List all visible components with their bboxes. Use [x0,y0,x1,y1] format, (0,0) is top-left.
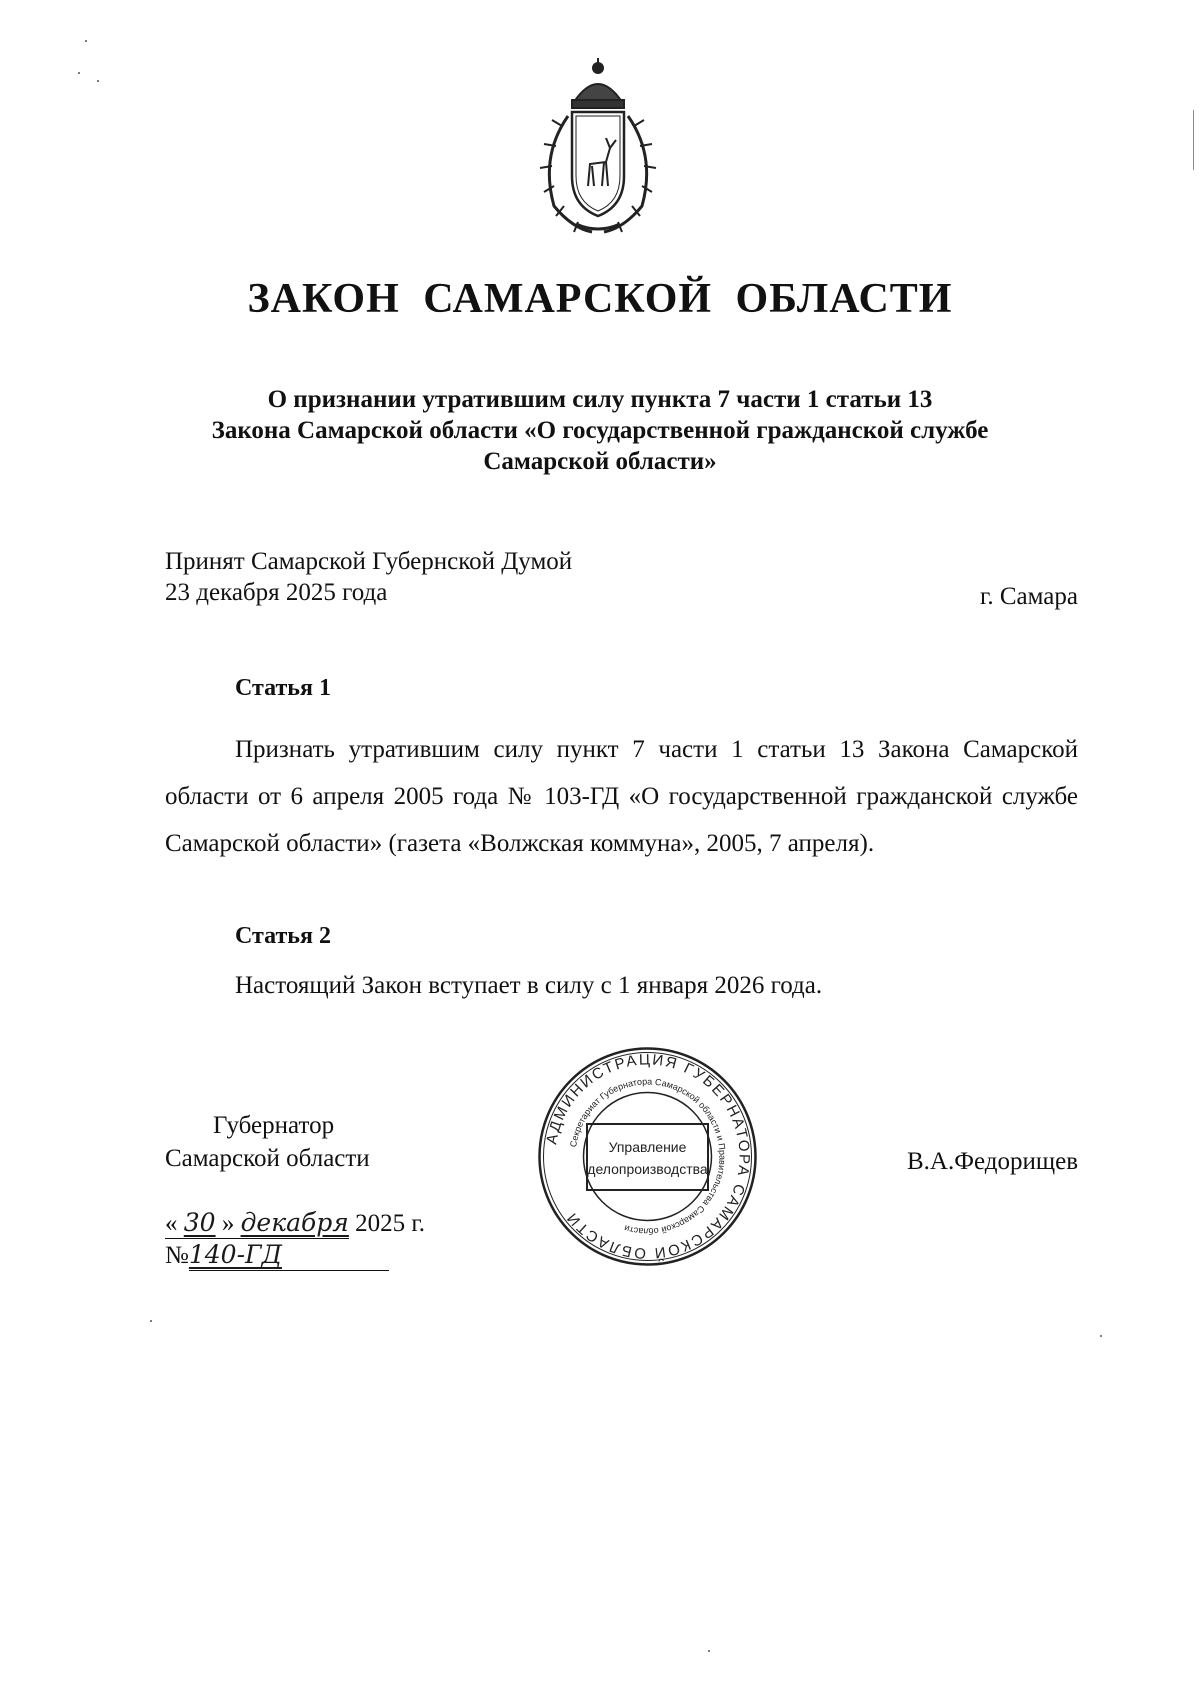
scan-artifact [150,1320,152,1322]
article-1-text: Признать утратившим силу пункт 7 части 1 статьи 13 Закона Самарской области от 6 апреля 2005 года № 103-ГД «О государственной гражданской службе Самарской области» (газета «Волжская коммуна», 2005, 7 апреля). [165,736,1078,857]
adopted-date: 23 декабря 2025 года [165,579,388,606]
scan-artifact [708,1650,710,1652]
stamp-center-line1: Управление [608,1139,687,1155]
handwritten-day: 30 [183,1208,216,1237]
handwritten-number: 140-ГД [188,1240,282,1269]
stamp-center-line2: делопроизводства [587,1161,708,1177]
governor-title-line1: Губернатор [213,1112,335,1139]
date-open-quote: « [165,1210,178,1237]
number-underline [189,1240,389,1271]
city: г. Самара [979,583,1078,610]
stamp-outer-text: АДМИНИСТРАЦИЯ ГУБЕРНАТОРА САМАРСКОЙ ОБЛАСТИ [543,1051,753,1262]
signature-number [165,1240,389,1271]
document-subtitle [150,384,1050,477]
date-close-quote: » [221,1210,235,1237]
date-year: 2025 г. [355,1210,426,1237]
official-stamp [535,1044,760,1269]
governor-name: В.А.Федорищев [907,1148,1078,1175]
stamp-inner-text: Секретариат Губернатора Самарской области и Правительства Самарской области [568,1076,728,1237]
governor-title-line2: Самарской области [165,1145,370,1172]
scan-artifact [1193,110,1194,170]
handwritten-month: декабря [240,1208,349,1237]
signature-date [165,1208,425,1239]
scan-artifact [85,40,87,42]
subtitle-line: О признании утратившим силу пункта 7 части 1 статьи 13 [267,386,933,413]
article-2-text: Настоящий Закон вступает в силу с 1 января 2026 года. [235,972,823,999]
scan-artifact [78,72,80,74]
adopted-by: Принят Самарской Губернской Думой [165,548,573,575]
number-prefix: № [165,1242,189,1269]
svg-text:Секретариат Губернатора Самарс [568,1076,727,1236]
article-2-heading: Статья 2 [235,923,331,949]
subtitle-line: Закона Самарской области «О государственной гражданской службе [211,417,989,444]
scan-artifact [97,80,99,82]
samara-coat-of-arms-icon [532,56,664,238]
subtitle-line: Самарской области» [483,448,717,475]
scan-artifact [1100,1335,1102,1337]
article-1-heading: Статья 1 [235,675,331,701]
date-underline [165,1208,349,1239]
document-title: ЗАКОН САМАРСКОЙ ОБЛАСТИ [247,276,953,322]
